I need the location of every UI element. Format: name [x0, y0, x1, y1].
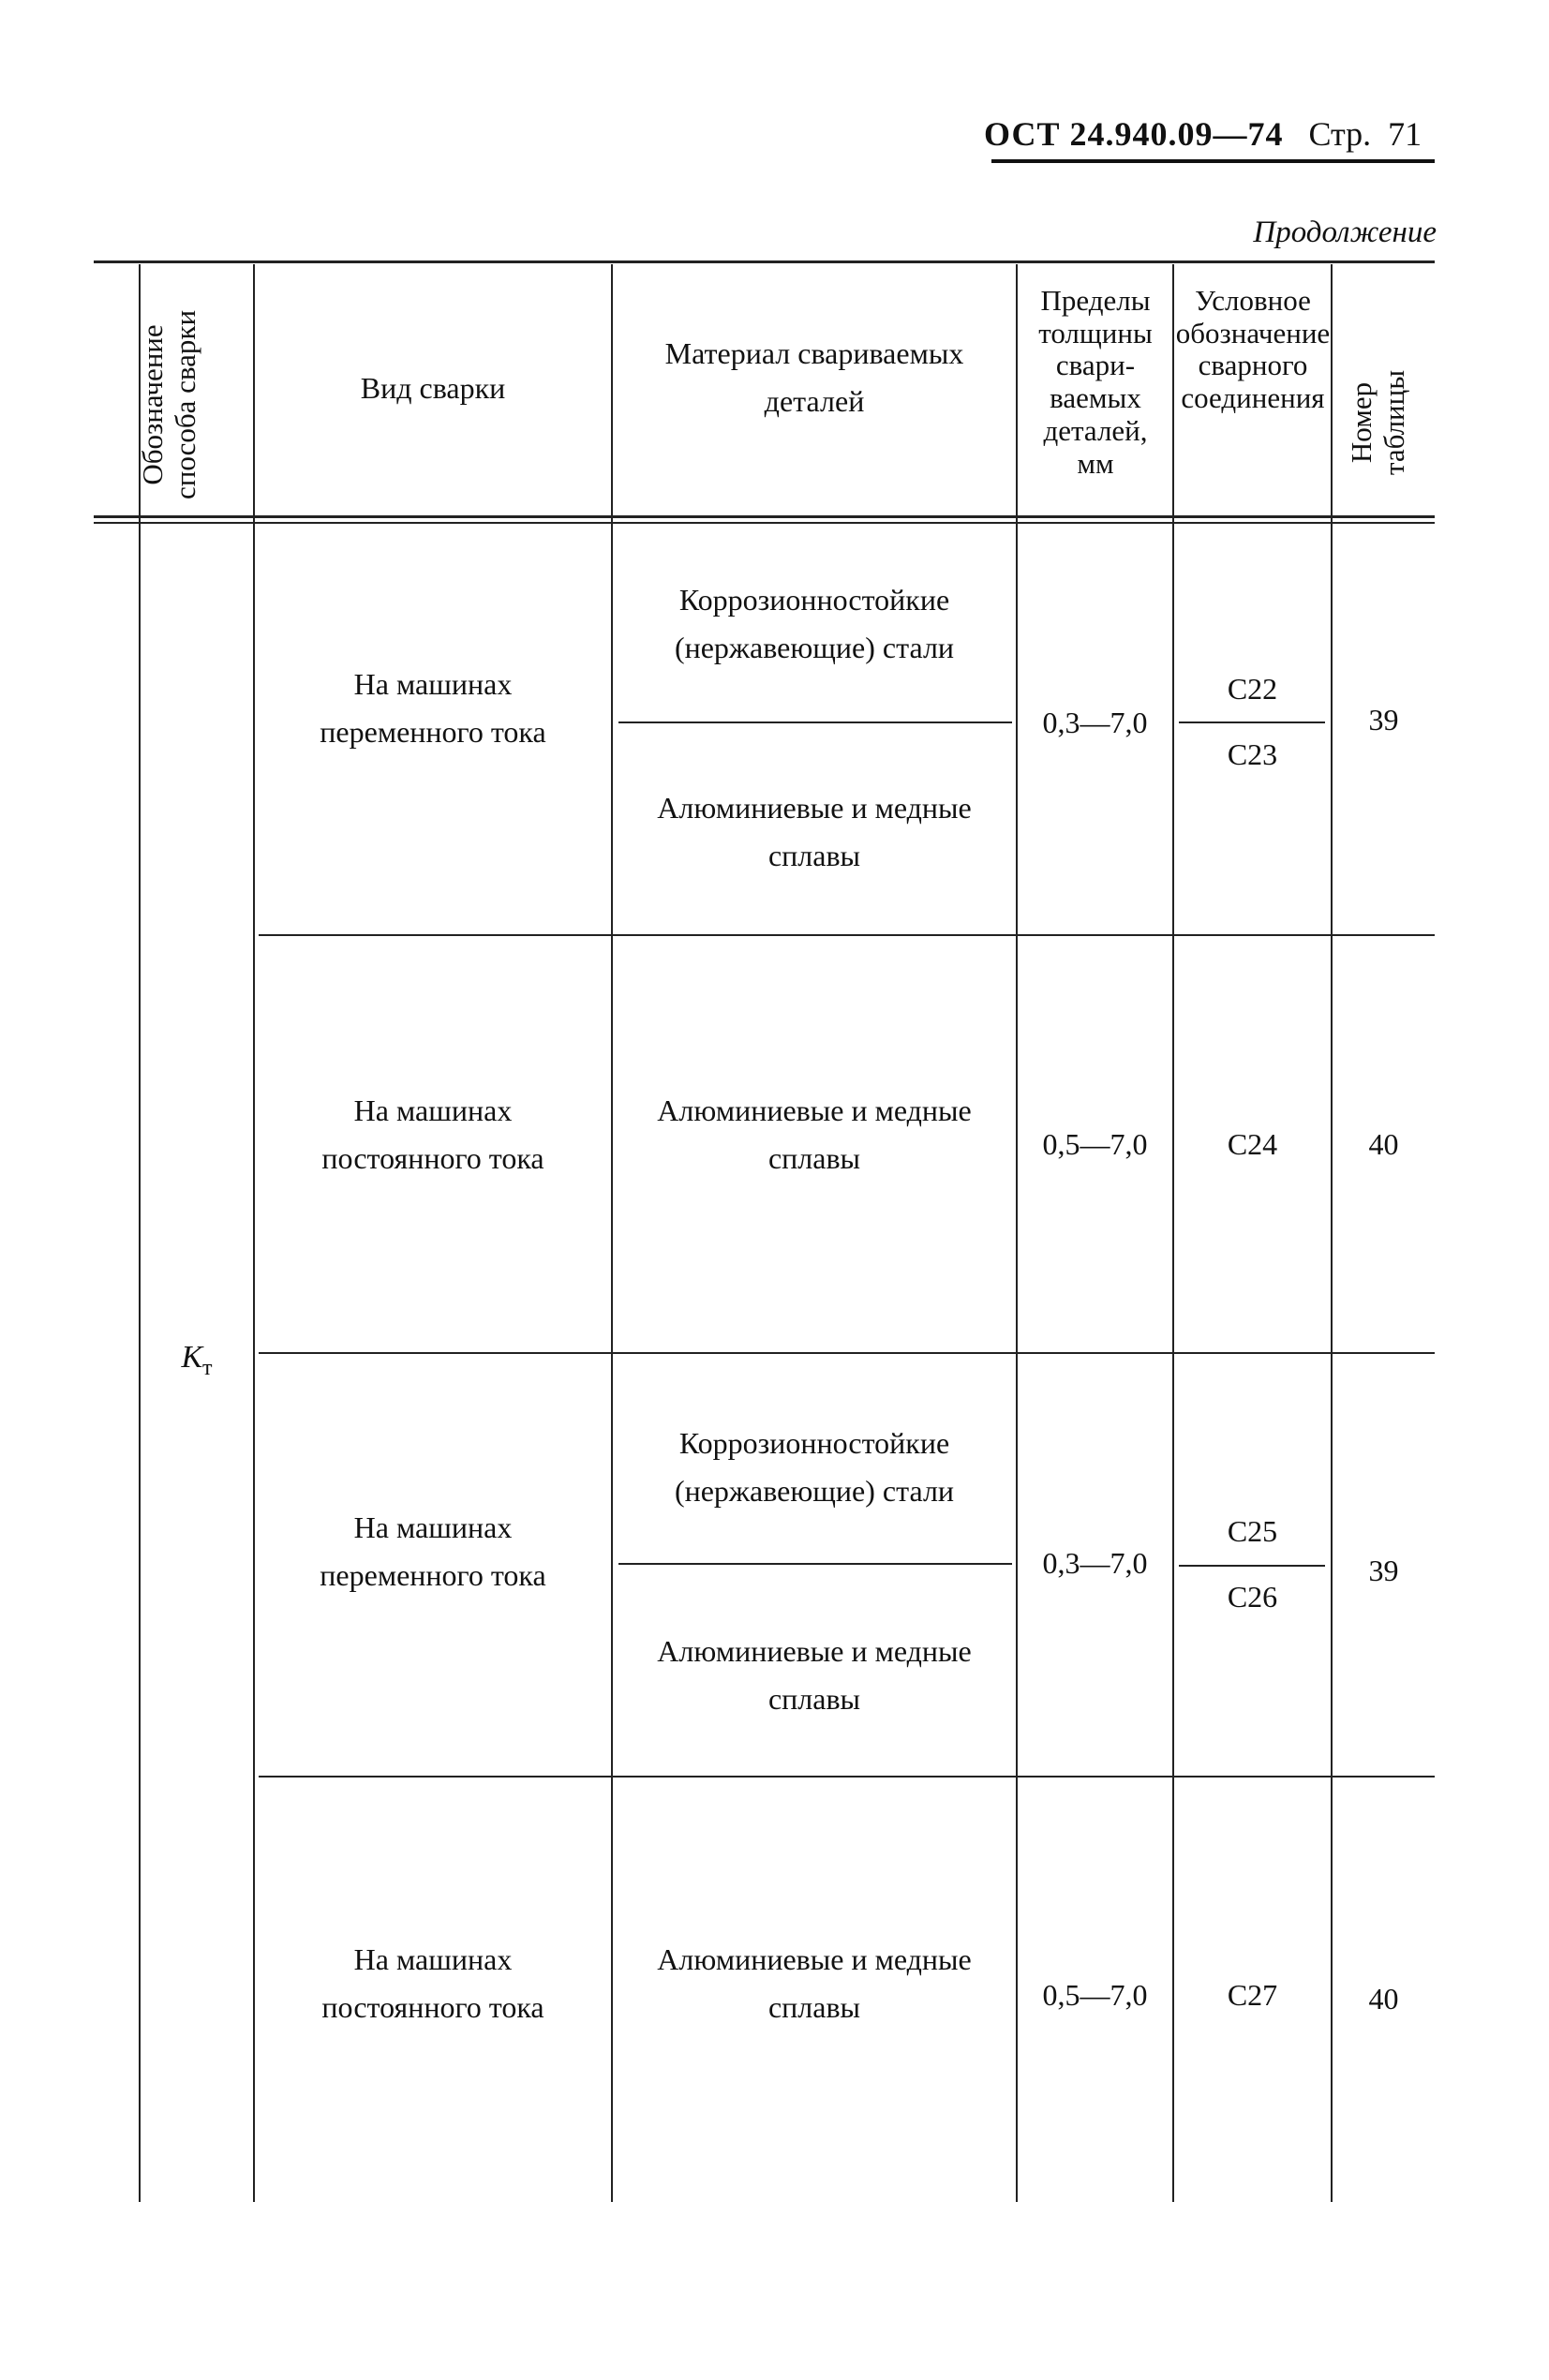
group1-table-number: 39 [1368, 703, 1399, 736]
page-header [984, 114, 1422, 154]
group3-designation-a: С25 [1227, 1514, 1278, 1548]
group2-table-number: 40 [1368, 1127, 1399, 1161]
group-separator-1 [259, 934, 1435, 936]
group4-thickness: 0,5—7,0 [1042, 1978, 1148, 2012]
designation-split-2 [1179, 1565, 1325, 1567]
group1-thickness: 0,3—7,0 [1042, 706, 1148, 739]
group3-thickness: 0,3—7,0 [1042, 1546, 1148, 1580]
header-bottom-rule [94, 515, 1435, 518]
group1-material-a: Коррозионностойкие (нержавеющие) стали [674, 583, 955, 665]
group4-designation: С27 [1227, 1978, 1278, 2012]
group-separator-2 [259, 1352, 1435, 1354]
page-label: Стр. [1308, 115, 1372, 153]
header-welding-type: Вид сварки [360, 371, 506, 406]
method-designation: $К_т$ [181, 1340, 213, 1380]
continuation-label: Продолжение [1253, 216, 1437, 249]
header-method: Обозначение способа сварки [136, 309, 201, 500]
group1-welding-type: На машинах переменного тока [320, 667, 546, 750]
group4-material: Алюминиевые и медные сплавы [657, 1942, 972, 2025]
header-table-number: Номер таблицы [1345, 369, 1410, 476]
group-separator-3 [259, 1776, 1435, 1778]
header-material: Материал свариваемых деталей [664, 336, 964, 419]
col-line-5 [1172, 264, 1174, 2202]
group3-designation-b: С26 [1227, 1580, 1278, 1614]
group2-material: Алюминиевые и медные сплавы [657, 1093, 972, 1176]
page-number: 71 [1388, 115, 1422, 153]
method-subscript: т [202, 1355, 213, 1380]
designation-split-1 [1179, 721, 1325, 723]
header-bottom-rule-2 [94, 522, 1435, 524]
group1-designation-a: С22 [1227, 672, 1278, 706]
group1-designation-b: С23 [1227, 737, 1278, 771]
group2-designation: С24 [1227, 1127, 1278, 1161]
group3-table-number: 39 [1368, 1554, 1399, 1587]
col-line-4 [1016, 264, 1018, 2202]
header-designation: Условное обозначение сварного соединения [1175, 284, 1331, 415]
group2-welding-type: На машинах постоянного тока [321, 1093, 544, 1176]
col-line-6 [1331, 264, 1333, 2202]
header-underline [991, 159, 1435, 163]
group3-welding-type: На машинах переменного тока [320, 1510, 546, 1593]
table-top-rule [94, 260, 1435, 263]
group4-welding-type: На машинах постоянного тока [321, 1942, 544, 2025]
material-split-2 [618, 1563, 1012, 1565]
group3-material-a: Коррозионностойкие (нержавеющие) стали [674, 1426, 955, 1509]
standard-number: ОСТ 24.940.09—74 [984, 115, 1284, 153]
col-line-2 [253, 264, 255, 2202]
header-thickness: Пределы толщины свариваемых деталей, мм [1038, 284, 1153, 480]
group4-table-number: 40 [1368, 1982, 1399, 2016]
group2-thickness: 0,5—7,0 [1042, 1127, 1148, 1161]
group1-material-b: Алюминиевые и медные сплавы [657, 791, 972, 873]
col-line-1 [139, 264, 141, 2202]
material-split-1 [618, 721, 1012, 723]
col-line-3 [611, 264, 613, 2202]
group3-material-b: Алюминиевые и медные сплавы [657, 1634, 972, 1717]
